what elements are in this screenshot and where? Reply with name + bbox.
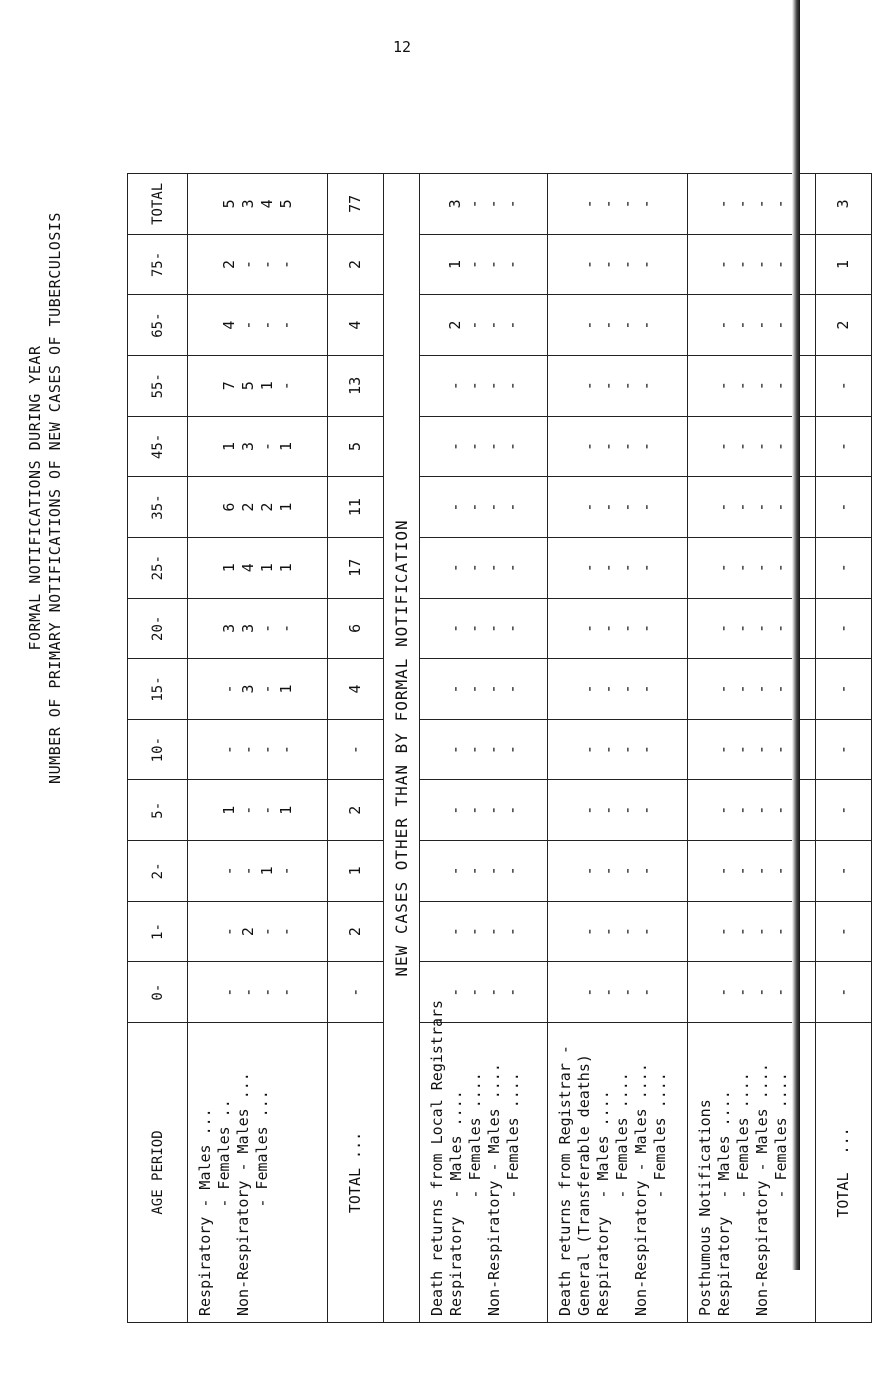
title-line-2: NUMBER OF PRIMARY NOTIFICATIONS OF NEW CASES OF TUBERCULOSIS bbox=[46, 212, 64, 784]
table-cell: - - - - bbox=[420, 416, 548, 477]
table-cell: - - - - bbox=[548, 659, 688, 720]
table-cell: - - - - bbox=[420, 841, 548, 902]
column-header: 20- bbox=[128, 598, 188, 659]
column-header: 10- bbox=[128, 719, 188, 780]
table-cell: 6 2 2 1 bbox=[188, 477, 328, 538]
page-number: 12 bbox=[393, 38, 412, 56]
table-cell: - - - - bbox=[688, 719, 816, 780]
table-cell: 3 - - - bbox=[420, 174, 548, 235]
table-cell: - - - - bbox=[548, 719, 688, 780]
table-cell: - - 1 - bbox=[188, 841, 328, 902]
table-cell: - - - - bbox=[688, 901, 816, 962]
table-cell: 1 bbox=[816, 234, 872, 295]
column-header: 65- bbox=[128, 295, 188, 356]
table-cell: 4 bbox=[328, 295, 384, 356]
table-cell: 3 bbox=[816, 174, 872, 235]
table-cell: - bbox=[816, 598, 872, 659]
table-row bbox=[548, 174, 688, 1323]
table-cell: - - - - bbox=[548, 598, 688, 659]
table-cell: - - - - bbox=[420, 659, 548, 720]
title-line-1: FORMAL NOTIFICATIONS DURING YEAR bbox=[26, 345, 44, 651]
table-cell: 3 3 - - bbox=[188, 598, 328, 659]
table-cell: - - - - bbox=[548, 901, 688, 962]
column-header: 15- bbox=[128, 659, 188, 720]
table-cell: 1 - - 1 bbox=[188, 780, 328, 841]
table-cell: - bbox=[816, 901, 872, 962]
table-cell: - - - - bbox=[688, 659, 816, 720]
table-cell: - bbox=[816, 962, 872, 1023]
table-cell: - - - - bbox=[420, 598, 548, 659]
table-cell: - bbox=[328, 719, 384, 780]
table-cell: 11 bbox=[328, 477, 384, 538]
table-cell: 1 - - - bbox=[420, 234, 548, 295]
table-cell: 2 - - - bbox=[188, 234, 328, 295]
table-cell: - - - - bbox=[420, 780, 548, 841]
table-cell: 17 bbox=[328, 537, 384, 598]
table-cell: - - - - bbox=[420, 355, 548, 416]
table-cell: 7 5 1 - bbox=[188, 355, 328, 416]
table-cell: 2 bbox=[328, 234, 384, 295]
table-cell: - bbox=[816, 416, 872, 477]
tuberculosis-table bbox=[127, 173, 852, 1323]
column-header: AGE PERIOD bbox=[128, 1023, 188, 1323]
table-cell: - - - - bbox=[548, 780, 688, 841]
row-label: Death returns from Local Registrars Respiratory - Males .... - Females .... Non-Respiratory - Males .... - Females .... bbox=[420, 1023, 548, 1323]
table-row bbox=[328, 174, 384, 1323]
table-cell: - - - - bbox=[548, 234, 688, 295]
table-cell: - bbox=[816, 841, 872, 902]
table-cell: - - - - bbox=[420, 962, 548, 1023]
column-header: 25- bbox=[128, 537, 188, 598]
row-label: Respiratory - Males ... - Females .. Non-Respiratory - Males ... - Females ... bbox=[188, 1023, 328, 1323]
table-cell: - - - - bbox=[688, 962, 816, 1023]
table-row bbox=[420, 174, 548, 1323]
table-cell: 77 bbox=[328, 174, 384, 235]
table-cell: - - - - bbox=[688, 234, 816, 295]
table-cell: - - - - bbox=[688, 477, 816, 538]
table-cell: 2 - - - bbox=[420, 295, 548, 356]
column-header: TOTAL bbox=[128, 174, 188, 235]
row-label: TOTAL ... bbox=[816, 1023, 872, 1323]
table-cell: - - - - bbox=[420, 901, 548, 962]
table-cell: - bbox=[816, 477, 872, 538]
column-header: 45- bbox=[128, 416, 188, 477]
table-cell: - - - - bbox=[688, 598, 816, 659]
table-cell: 5 3 4 5 bbox=[188, 174, 328, 235]
table-cell: - - - - bbox=[188, 962, 328, 1023]
table-cell: - - - - bbox=[420, 477, 548, 538]
table-cell: 2 bbox=[328, 901, 384, 962]
table-cell: 2 bbox=[328, 780, 384, 841]
table-cell: - - - - bbox=[688, 355, 816, 416]
column-header: 5- bbox=[128, 780, 188, 841]
column-header: 2- bbox=[128, 841, 188, 902]
table-cell: - - - - bbox=[548, 477, 688, 538]
table-cell: - bbox=[816, 355, 872, 416]
table-cell: - bbox=[816, 780, 872, 841]
table-cell: 5 bbox=[328, 416, 384, 477]
table-row bbox=[384, 174, 420, 1323]
table-cell: - - - - bbox=[548, 416, 688, 477]
column-header: 0- bbox=[128, 962, 188, 1023]
table-cell: - - - - bbox=[688, 174, 816, 235]
table-cell: - - - - bbox=[420, 537, 548, 598]
table-cell: - bbox=[816, 719, 872, 780]
table-cell: - - - - bbox=[188, 719, 328, 780]
table-cell: 4 - - - bbox=[188, 295, 328, 356]
column-header: 35- bbox=[128, 477, 188, 538]
header-row bbox=[128, 174, 188, 1323]
row-label: TOTAL ... bbox=[328, 1023, 384, 1323]
column-header: 1- bbox=[128, 901, 188, 962]
table-cell: 2 bbox=[816, 295, 872, 356]
table-cell: - 2 - - bbox=[188, 901, 328, 962]
scan-edge bbox=[792, 0, 800, 1270]
table-cell: - - - - bbox=[548, 962, 688, 1023]
table-cell: - - - - bbox=[688, 537, 816, 598]
table-cell: - - - - bbox=[688, 295, 816, 356]
table-cell: - - - - bbox=[688, 841, 816, 902]
section-banner: NEW CASES OTHER THAN BY FORMAL NOTIFICATION bbox=[384, 174, 420, 1323]
table-cell: 4 bbox=[328, 659, 384, 720]
table-cell: - bbox=[328, 962, 384, 1023]
table-cell: - - - - bbox=[548, 355, 688, 416]
table-cell: - 3 - 1 bbox=[188, 659, 328, 720]
table-row bbox=[188, 174, 328, 1323]
table-cell: - bbox=[816, 537, 872, 598]
table-cell: 1 3 - 1 bbox=[188, 416, 328, 477]
table-cell: - - - - bbox=[548, 295, 688, 356]
table-cell: - - - - bbox=[688, 416, 816, 477]
column-header: 55- bbox=[128, 355, 188, 416]
table-cell: 6 bbox=[328, 598, 384, 659]
table-cell: - - - - bbox=[548, 841, 688, 902]
table-cell: - - - - bbox=[548, 174, 688, 235]
table-cell: 1 bbox=[328, 841, 384, 902]
table-cell: - bbox=[816, 659, 872, 720]
table-row bbox=[816, 174, 872, 1323]
row-label: Death returns from Registrar - General (Transferable deaths) Respiratory - Males .... - Females .... Non-Respiratory - Males .... - Females .... bbox=[548, 1023, 688, 1323]
table-cell: - - - - bbox=[420, 719, 548, 780]
table-cell: 1 4 1 1 bbox=[188, 537, 328, 598]
rotated-table-area bbox=[55, 118, 855, 1388]
table-cell: - - - - bbox=[688, 780, 816, 841]
column-header: 75- bbox=[128, 234, 188, 295]
row-label: Posthumous Notifications Respiratory - Males .... - Females .... Non-Respiratory - Males .... - Females .... bbox=[688, 1023, 816, 1323]
table-cell: 13 bbox=[328, 355, 384, 416]
table-cell: - - - - bbox=[548, 537, 688, 598]
